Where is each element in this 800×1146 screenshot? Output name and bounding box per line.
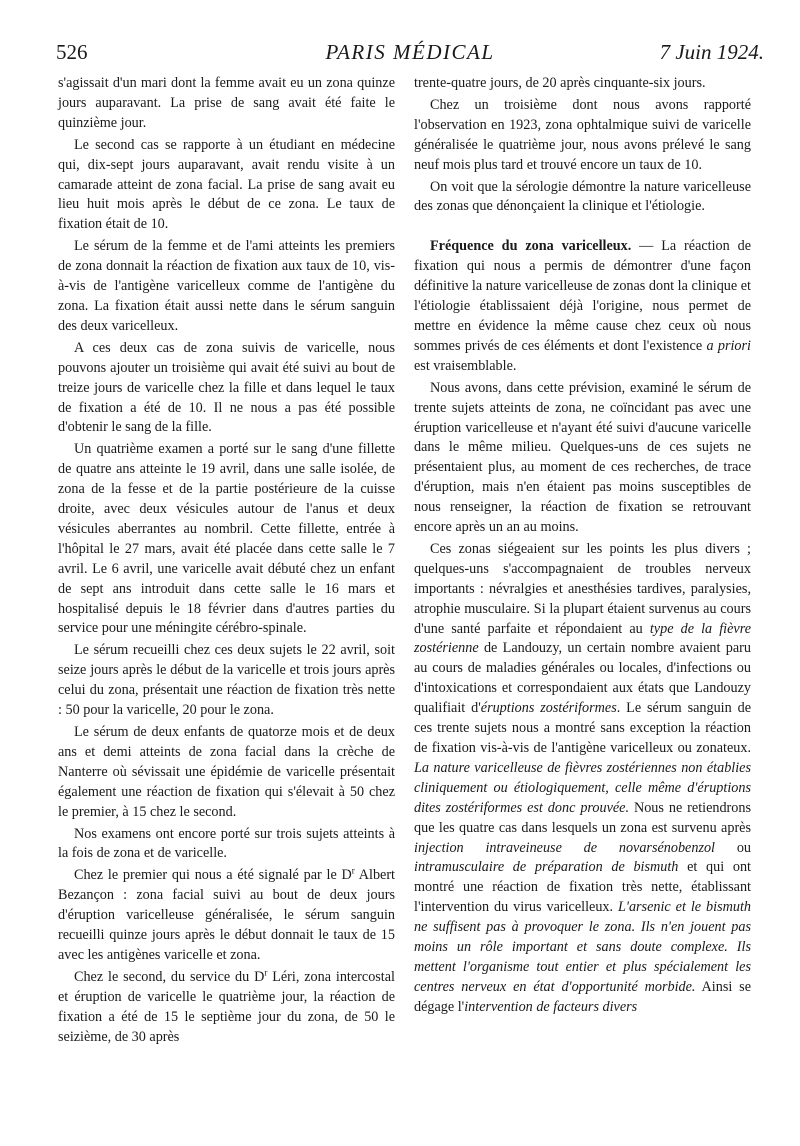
paragraph xyxy=(414,540,751,1018)
issue-date: 7 Juin 1924. xyxy=(659,40,764,64)
paragraph: Chez un troisième dont nous avons rapporté l'observation en 1923, zona ophtalmique suivi de varicelle généralisée le quatrième jour, nous avons prélevé le sang neuf mois plus tard et trouvé encore un taux de 10. xyxy=(414,96,751,173)
text-run: Chez le premier qui nous a été signalé par le xyxy=(74,867,342,884)
text-run: est vraisemblable. xyxy=(414,357,517,374)
paragraph xyxy=(58,968,395,1048)
text-run: Ainsi se dégage l' xyxy=(414,978,751,1015)
text-run: La nature varicelleuse de fièvres zostériennes non établies cliniquement ou étiologiquement, celle même d'éruptions dites zostériformes est donc prouvée. xyxy=(414,759,751,816)
text-run: intervention de facteurs divers xyxy=(464,998,638,1015)
text-run: injection intraveineuse de novarsénobenzol xyxy=(414,839,716,856)
journal-title: PARIS MÉDICAL xyxy=(325,40,495,64)
text-run: ou xyxy=(715,839,751,856)
right-column xyxy=(414,74,751,1020)
text-run: éruptions zostériformes xyxy=(480,700,617,717)
paragraph: trente-quatre jours, de 20 après cinquante-six jours. xyxy=(414,75,706,91)
text-run: . Le sérum sanguin de ces trente sujets nous a montré sans exception la réaction de fixation vis-à-vis de l'antigène varicelleux ou zonateux. xyxy=(414,700,751,756)
paragraph: Nos examens ont encore porté sur trois sujets atteints à la fois de zona et de varicelle. xyxy=(58,825,395,862)
superscript: r xyxy=(264,967,268,978)
text-run: Albert Bezançon : zona facial suivi au bout de deux jours d'éruption varicelleuse généralisée, le sérum sanguin recueilli quinze jours après le début donnait le taux de 15 avec les antigènes varicelle et zona. xyxy=(58,867,395,963)
text-run: L'arsenic et le bismuth ne suffisent pas à provoquer le zona. Ils n'en jouent pas moins un rôle important et sans doute complexe. Ils mettent l'organisme tout entier et plus spécialement les centres nerveux en état d'opportunité morbide. xyxy=(414,899,751,995)
text-run: et qui ont montré une réaction de fixation très nette, établissant l'intervention du virus varicelleux. xyxy=(414,859,751,916)
text-run: Ces zonas siégeaient sur les points les plus divers ; quelques-uns s'accompagnaient de troubles nerveux importants : névralgies et anesthésies tardives, paralysies, atrophie musculaire. Si la plupart étaient survenus au cours d'une santé parfaite et répondaient au xyxy=(414,540,751,637)
superscript: r xyxy=(351,865,355,876)
paragraph: A ces deux cas de zona suivis de varicelle, nous pouvons ajouter un troisième qui avait été suivi au bout de treize jours de varicelle chez la fille et dans lequel le taux de fixation a été de 10. Il ne nous a pas été possible d'obtenir le sang de la fille. xyxy=(58,339,395,436)
paragraph: Le sérum de la femme et de l'ami atteints les premiers de zona donnait la réaction de fixation aux taux de 10, vis-à-vis de l'antigène varicelleux comme de l'antigène du zona. La fixation était aussi nette dans le sérum sanguin des deux varicelleux. xyxy=(58,238,395,334)
text-run: intramusculaire de préparation de bismuth xyxy=(414,859,679,876)
page-number: 526 xyxy=(56,40,88,64)
paragraph: Un quatrième examen a porté sur le sang d'une fillette de quatre ans atteinte le 19 avril, dans une salle isolée, de zona de la fesse et de la partie postérieure de la cuisse droite, avec deux vésicules autour de l'anus et deux vésicules aberrantes au nombril. Cette fillette, entrée à l'hôpital le 27 mars, avait été placée dans cette salle le 7 avril. Le 6 avril, une varicelle avait débuté chez un enfant de sept ans introduit dans cette salle le 16 mars et hospitalisé depuis le 18 février dans d'autres parties du service pour une méningite cérébro-spinale. xyxy=(58,441,395,637)
text-run: Léri, zona intercostal et éruption de varicelle le quatrième jour, la réaction de fixation a été de 15 le septième jour du zona, de 50 le seizième, de 30 après xyxy=(58,968,395,1045)
paragraph: Le sérum recueilli chez ces deux sujets le 22 avril, soit seize jours après le début de la varicelle et trois jours après celui du zona, présentait une réaction de fixation très nette : 50 pour la varicelle, 20 pour le zona. xyxy=(58,642,395,719)
paragraph: Nous avons, dans cette prévision, examiné le sérum de trente sujets atteints de zona, ne coïncidant pas avec une éruption varicelleuse et n'ayant été suivi d'aucune varicelle dans le même milieu. Quelques-uns de ces sujets ne présentaient plus, au moment de ces recherches, de trace d'éruption, mais n'en étaient pas moins susceptibles de nous renseigner, la réaction de fixation se retrouvant encore après un an au moins. xyxy=(414,379,751,536)
text-run: Chez le second, du service du xyxy=(74,968,255,985)
text-run: type de la fièvre zostérienne xyxy=(414,620,752,657)
text-run: a priori xyxy=(706,337,751,354)
text-run: Nous ne retiendrons que les quatre cas dans lesquels un zona est survenu après xyxy=(414,799,751,836)
text-run: D xyxy=(341,867,352,884)
text-run: — La réaction de fixation qui nous a permis de démontrer d'une façon définitive la nature varicelleuse de zonas dont la clinique et l'étiologie établissaient déjà l'origine, nous permet de mettre en évidence la même cause chez ceux où nous sommes privés de ces éléments et dont l'existence xyxy=(414,238,751,354)
text-run: D xyxy=(254,968,265,985)
paragraph xyxy=(58,866,395,966)
paragraph: Le sérum de deux enfants de quatorze mois et de deux ans et demi atteints de zona facial dans la crèche de Nanterre où sévissait une épidémie de varicelle présentait également une réaction de fixation qui s'élevait à 50 chez le premier, à 15 chez le second. xyxy=(58,724,395,820)
paragraph: s'agissait d'un mari dont la femme avait eu un zona quinze jours auparavant. La prise de sang avait été faite le quinzième jour. xyxy=(58,75,395,131)
left-column xyxy=(58,74,395,1050)
paragraph: Le second cas se rapporte à un étudiant en médecine qui, dix-sept jours auparavant, avait rendu visite à un camarade atteint de zona facial. La prise de sang avait eu lieu huit mois après le début de ce zona. Le taux de fixation était de 10. xyxy=(58,136,395,233)
page-header xyxy=(56,36,764,72)
section-paragraph xyxy=(414,237,751,376)
text-run: de Landouzy, un certain nombre avaient paru au cours de maladies générales ou locales, d'infections ou d'intoxications et correspondaient aux états que Landouzy qualifiait d' xyxy=(414,640,751,717)
section-heading: Fréquence du zona varicelleux. xyxy=(430,238,632,255)
paragraph: On voit que la sérologie démontre la nature varicelleuse des zonas que dénonçaient la clinique et l'étiologie. xyxy=(414,178,751,215)
